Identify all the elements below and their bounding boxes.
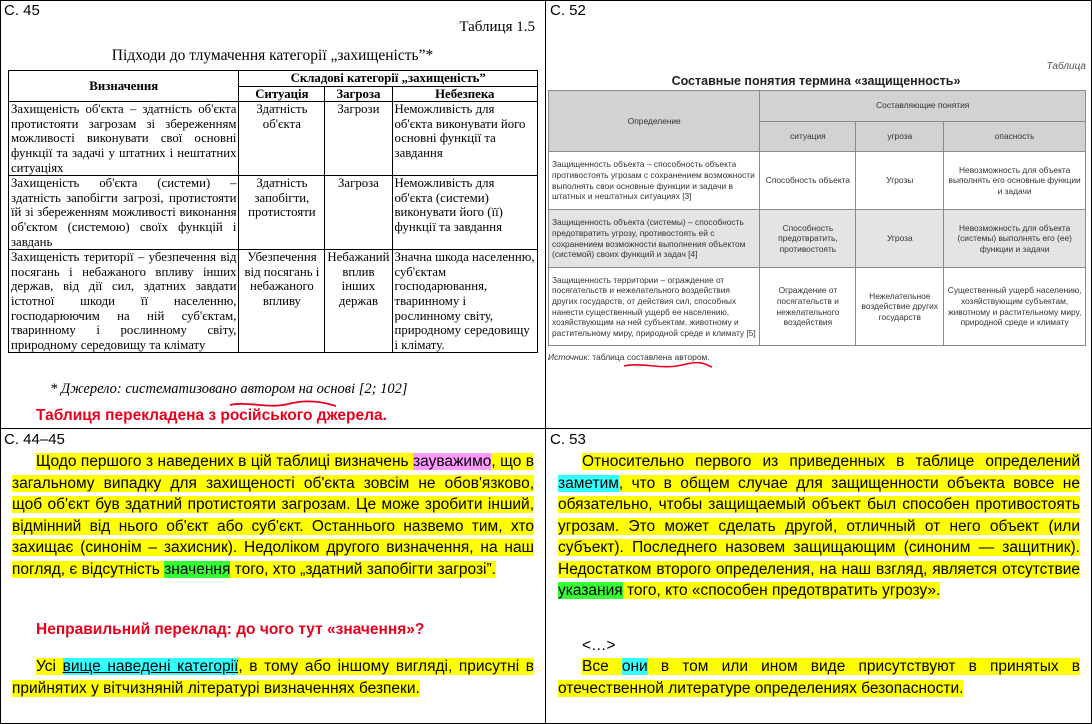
text-run: Все [582, 658, 622, 675]
text-run: Относительно первого из приведенных в таблице определений [582, 453, 1080, 470]
source-prefix: Источник: [548, 352, 593, 362]
cell-situation: Ограждение от посягательств и нежелательного воздействия [760, 268, 856, 346]
text-run: , що в загальному випадку для захищеності об'єкта зовсім не обов'язково, щоб об'єкт був здатний протистояти загрозам. Це може зробити інший, відмінний від нього об'єкт або суб'єкт. Останнього назвемо тим, хто захищає (синонім – захисник). Недоліком другого визначення, на наш погляд, є відсутність [12, 453, 534, 578]
red-underline-mark [622, 361, 714, 371]
cell-threat: Угрозы [856, 152, 944, 210]
header-definition: Визначення [9, 71, 239, 102]
cell-danger: Неможливість для об'єкта (системи) виконувати його (її) функції та завдання [392, 176, 537, 250]
table-title: Підходи до тлумачення категорії „захищеність”* [111, 47, 434, 64]
cell-danger: Невозможность для объекта (системы) выполнять его (ее) функции и задачи [944, 210, 1086, 268]
text-highlight-green: указания [558, 582, 623, 599]
header-components: Складові категорії „захищеність” [239, 71, 538, 87]
table-source: * Джерело: систематизовано автором на основі [2; 102] [50, 381, 408, 397]
cell-definition: Захищеність території – убезпечення від посягань і небажаного впливу інших держав, від дії сил, здатних завдати істотної шкоди її населенню, господарюючим на ній суб'єктам, тваринному і рослинному світу, природному середовищу та клімату [9, 250, 239, 353]
cell-situation: Способность предотвратить, противостоять [760, 210, 856, 268]
cell-definition: Захищеність об'єкта – здатність об'єкта протистояти загрозам зі збереженням можливості виконувати свої основні функції та задачі у штатних і нештатних ситуаціях [9, 102, 239, 176]
paragraph-2 [12, 656, 534, 699]
table-title: Составные понятия термина «защищенность» [671, 74, 961, 88]
text-run: Усі [36, 658, 63, 675]
cell-danger: Невозможность для объекта выполнять его основные функции и задачи [944, 152, 1086, 210]
cell-danger: Значна шкода населенню, суб'єктам господарювання, тваринному і рослинному світу, природному середовищу і клімату. [392, 250, 537, 353]
panel-russian-text [546, 429, 1092, 724]
cell-situation: Убезпечення від посягань і небажаного впливу [239, 250, 325, 353]
cell-definition: Защищенность территории – ограждение от посягательств и нежелательного воздействия других государств, от действия сил, способных нанести существенный ущерб ее населению, хозяйствующим на ней субъектам, животному и растительному миру, природной среде и климату [5] [549, 268, 760, 346]
header-situation: ситуация [760, 121, 856, 152]
panel-ukrainian-table [0, 0, 545, 428]
text-highlight-pink: зауважимо [413, 453, 492, 470]
text-run: в том или ином виде присутствуют в принятых в отечественной литературе определениях безопасности. [558, 658, 1081, 697]
table-row [549, 210, 1086, 268]
text-run: того, хто „здатний запобігти загрозі”. [230, 560, 496, 578]
text-highlight-cyan: вище наведені категорії [62, 658, 239, 675]
cell-threat: Угроза [856, 210, 944, 268]
table-row [9, 250, 538, 353]
paragraph-2 [558, 656, 1080, 699]
translation-note: Неправильний переклад: до чого тут «значення»? [36, 621, 425, 638]
table-row [549, 268, 1086, 346]
ellipsis: <…> [582, 637, 616, 654]
table-row [549, 152, 1086, 210]
ukrainian-table [8, 70, 538, 353]
text-run: , в тому або іншому вигляді, присутні в прийнятих у вітчизняній літературі визначеннях безпеки. [12, 658, 535, 697]
panel-ukrainian-text [0, 429, 545, 724]
cell-definition: Защищенность объекта – способность объекта противостоять угрозам с сохранением возможности выполнять свои основные функции и задачи в штатных и нештатных ситуациях [3] [549, 152, 760, 210]
header-threat: угроза [856, 121, 944, 152]
header-danger: опасность [944, 121, 1086, 152]
text-highlight-cyan: они [621, 658, 648, 675]
paragraph-1 [558, 451, 1080, 602]
cell-situation: Здатність запобігти, протистояти [239, 176, 325, 250]
cell-threat: Загроза [325, 176, 392, 250]
text-highlight-green: значення [164, 560, 231, 578]
text-run: Щодо першого з наведених в цій таблиці визначень [36, 453, 414, 470]
cell-danger: Существенный ущерб населению, хозяйствующим субъектам, животному и растительному миру, природной среде и климату [944, 268, 1086, 346]
russian-table [548, 90, 1086, 346]
header-situation: Ситуація [239, 86, 325, 102]
translation-note: Таблиця перекладена з російського джерела. [36, 407, 387, 424]
cell-threat: Небажаний вплив інших держав [325, 250, 392, 353]
header-components: Составляющие понятия [760, 91, 1086, 122]
source-rest: таблица составлена автором. [592, 352, 710, 362]
cell-threat: Нежелательное воздействие других государств [856, 268, 944, 346]
page-label: С. 53 [550, 431, 586, 448]
table-label: Таблица [1046, 61, 1086, 72]
header-threat: Загроза [325, 86, 392, 102]
cell-danger: Неможливість для об'єкта виконувати його основні функції та завдання [392, 102, 537, 176]
table-row [9, 102, 538, 176]
paragraph-1 [12, 451, 534, 580]
cell-situation: Способность объекта [760, 152, 856, 210]
page-label: С. 52 [550, 2, 586, 19]
panel-russian-table [546, 0, 1092, 428]
page-label: С. 44–45 [4, 431, 65, 448]
cell-definition: Защищенность объекта (системы) – способность предотвратить угрозу, противостоять ей с сохранением возможности выполнения объектом (системой) своих функций и задач [4] [549, 210, 760, 268]
header-definition: Определение [549, 91, 760, 152]
table-row [9, 176, 538, 250]
cell-threat: Загрози [325, 102, 392, 176]
text-run: того, кто «способен предотвратить угрозу». [622, 582, 941, 599]
cell-situation: Здатність об'єкта [239, 102, 325, 176]
cell-definition: Захищеність об'єкта (системи) – здатність запобігти загрозі, протистояти їй зі збереженням можливості виконання об'єктом (системою) своїх функцій і завдань [9, 176, 239, 250]
text-run: , что в общем случае для защищенности объекта вовсе не обязательно, чтобы защищаемый объект был способен противостоять угрозам. Это может сделать другой, отличный от него объект (или субъект). Последнего назовем защищающим (синоним — защитник). Недостатком второго определения, на наш взгляд, является отсутствие [558, 474, 1080, 578]
page-label: С. 45 [4, 2, 40, 19]
table-number: Таблиця 1.5 [459, 19, 535, 35]
text-highlight-cyan: заметим [558, 474, 619, 492]
header-danger: Небезпека [392, 86, 537, 102]
